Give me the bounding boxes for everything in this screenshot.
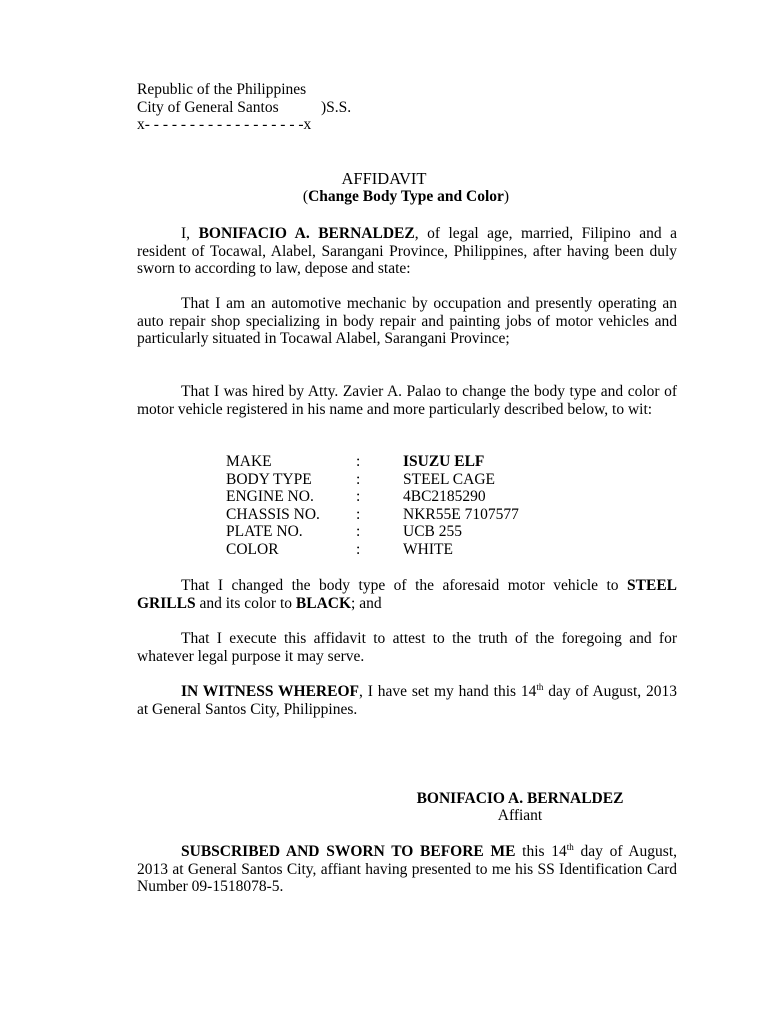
- header-separator: x- - - - - - - - - - - - - - - - - -x: [137, 116, 312, 133]
- vehicle-label: ENGINE NO.: [226, 488, 314, 505]
- paragraph-jurat: SUBSCRIBED AND SWORN TO BEFORE ME this 14th day of August, 2013 at General Santos City, affiant having presented to me his SS Identification Card Number 09-1518078-5.: [137, 842, 678, 896]
- vehicle-colon: :: [356, 523, 361, 540]
- vehicle-colon: :: [356, 488, 361, 505]
- affiant-role: Affiant: [497, 807, 543, 824]
- vehicle-label: BODY TYPE: [226, 471, 312, 488]
- document-subtitle: (Change Body Type and Color): [302, 188, 510, 205]
- document-title: AFFIDAVIT: [341, 169, 427, 188]
- paragraph-purpose: That I execute this affidavit to attest to the truth of the foregoing and for whatever legal purpose it may serve.: [137, 630, 677, 665]
- vehicle-colon: :: [356, 471, 361, 488]
- vehicle-label: MAKE: [226, 453, 272, 470]
- header-city: City of General Santos: [137, 99, 279, 116]
- paragraph-witness: IN WITNESS WHEREOF, I have set my hand this 14th day of August, 2013 at General Santos City, Philippines.: [137, 682, 677, 718]
- vehicle-value: UCB 255: [403, 523, 462, 540]
- vehicle-colon: :: [356, 453, 361, 470]
- vehicle-value: WHITE: [403, 541, 453, 558]
- vehicle-label: CHASSIS NO.: [226, 506, 320, 523]
- vehicle-value: STEEL CAGE: [403, 471, 495, 488]
- header-ss: )S.S.: [321, 99, 352, 116]
- vehicle-colon: :: [356, 506, 361, 523]
- paragraph-changes: That I changed the body type of the aforesaid motor vehicle to STEEL GRILLS and its color to BLACK; and: [137, 577, 677, 612]
- vehicle-value: ISUZU ELF: [403, 453, 485, 470]
- vehicle-label: COLOR: [226, 541, 279, 558]
- header-republic: Republic of the Philippines: [137, 81, 307, 98]
- vehicle-colon: :: [356, 541, 361, 558]
- paragraph-intro: I, BONIFACIO A. BERNALDEZ, of legal age, married, Filipino and a resident of Tocawal, Alabel, Sarangani Province, Philippines, after having been duly sworn to according to law, depose and state:: [137, 225, 678, 278]
- vehicle-value: 4BC2185290: [403, 488, 486, 505]
- vehicle-value: NKR55E 7107577: [403, 506, 519, 523]
- vehicle-label: PLATE NO.: [226, 523, 303, 540]
- paragraph-hired: That I was hired by Atty. Zavier A. Palao to change the body type and color of motor vehicle registered in his name and more particularly described below, to wit:: [137, 383, 677, 418]
- affiant-name: BONIFACIO A. BERNALDEZ: [416, 790, 624, 807]
- paragraph-occupation: That I am an automotive mechanic by occupation and presently operating an auto repair shop specializing in body repair and painting jobs of motor vehicles and particularly situated in Tocawal Alabel, Sarangani Province;: [137, 295, 677, 348]
